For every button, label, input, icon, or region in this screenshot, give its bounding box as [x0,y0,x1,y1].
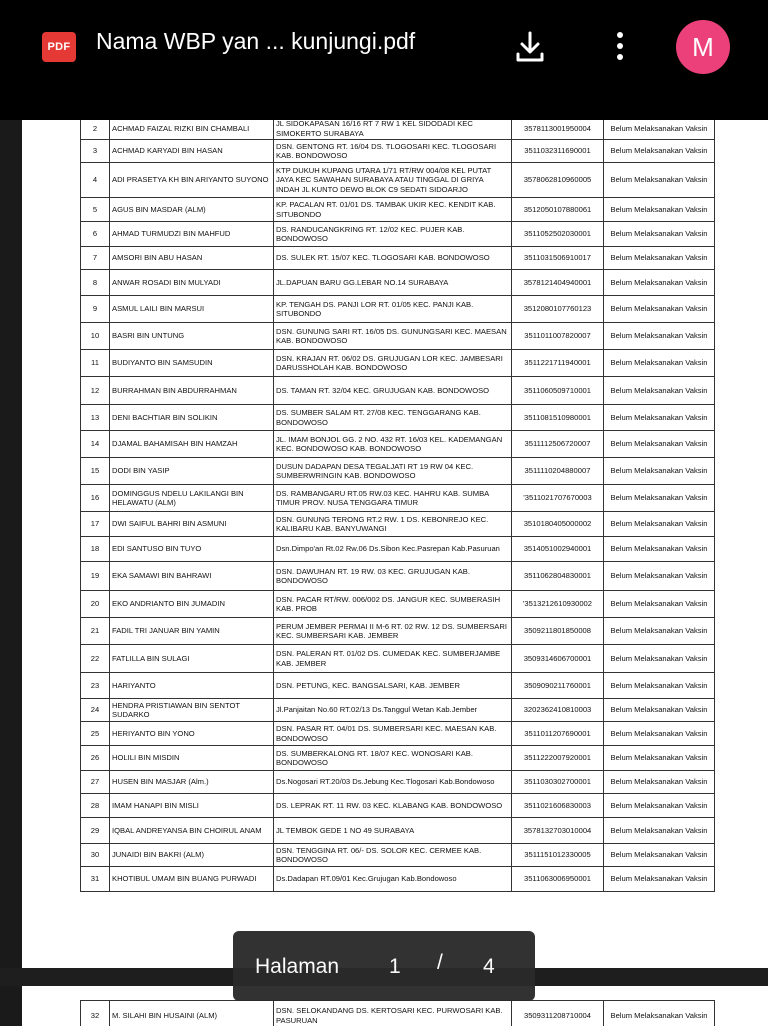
inmate-name: HARIYANTO [110,673,274,699]
vaccination-status: Belum Melaksanakan Vaksin [604,562,715,591]
nik: 3511110204880007 [512,458,604,485]
address: Ds.Nogosari RT.20/03 Ds.Jebung Kec.Tlogosari Kab.Bondowoso [274,771,512,794]
table-row [81,562,715,591]
inmate-name: KHOTIBUL UMAM BIN BUANG PURWADI [110,867,274,892]
address: DSN. PALERAN RT. 01/02 DS. CUMEDAK KEC. SUMBERJAMBE KAB. JEMBER [274,645,512,673]
nik: 3202362410810003 [512,699,604,722]
row-number: 31 [81,867,110,892]
address: DS. SULEK RT. 15/07 KEC. TLOGOSARI KAB. BONDOWOSO [274,247,512,270]
table-row [81,222,715,247]
nik: 3510180405000002 [512,512,604,537]
nik: 3509311208710004 [512,1001,604,1026]
inmate-name: HOLILI BIN MISDIN [110,746,274,771]
row-number: 9 [81,296,110,323]
inmate-name: DOMINGGUS NDELU LAKILANGI BIN HELAWATU (ALM) [110,485,274,512]
vaccination-status: Belum Melaksanakan Vaksin [604,120,715,140]
inmate-name: ACHMAD FAIZAL RIZKI BIN CHAMBALI [110,120,274,140]
table-row [81,198,715,222]
nik: 3578121404940001 [512,270,604,296]
wbp-table [80,120,715,892]
vaccination-status: Belum Melaksanakan Vaksin [604,377,715,405]
row-number: 23 [81,673,110,699]
address: JL SIDOKAPASAN 16/16 RT 7 RW 1 KEL SIDODADI KEC SIMOKERTO SURABAYA [274,120,512,140]
table-row [81,618,715,645]
row-number: 13 [81,405,110,431]
vaccination-status: Belum Melaksanakan Vaksin [604,794,715,818]
row-number: 24 [81,699,110,722]
inmate-name: M. SILAHI BIN HUSAINI (ALM) [110,1001,274,1026]
nik: 3511052502030001 [512,222,604,247]
inmate-name: ANWAR ROSADI BIN MULYADI [110,270,274,296]
page-label: Halaman [255,955,339,979]
nik: 3511151012330005 [512,844,604,867]
vaccination-status: Belum Melaksanakan Vaksin [604,323,715,350]
row-number: 26 [81,746,110,771]
vaccination-status: Belum Melaksanakan Vaksin [604,296,715,323]
vaccination-status: Belum Melaksanakan Vaksin [604,198,715,222]
table-row [81,512,715,537]
vaccination-status: Belum Melaksanakan Vaksin [604,1001,715,1026]
download-button[interactable] [514,30,546,64]
vaccination-status: Belum Melaksanakan Vaksin [604,746,715,771]
nik: 3511030302700001 [512,771,604,794]
inmate-name: DENI BACHTIAR BIN SOLIKIN [110,405,274,431]
more-vert-dot [617,54,623,60]
row-number: 8 [81,270,110,296]
row-number: 14 [81,431,110,458]
nik: 3509314606700001 [512,645,604,673]
inmate-name: BASRI BIN UNTUNG [110,323,274,350]
row-number: 18 [81,537,110,562]
address: JL TEMBOK GEDE 1 NO 49 SURABAYA [274,818,512,844]
vaccination-status: Belum Melaksanakan Vaksin [604,140,715,163]
nik: 3511112506720007 [512,431,604,458]
row-number: 7 [81,247,110,270]
row-number: 17 [81,512,110,537]
address: Jl.Panjaitan No.60 RT.02/13 Ds.Tanggul Wetan Kab.Jember [274,699,512,722]
download-icon [514,30,546,64]
vaccination-status: Belum Melaksanakan Vaksin [604,405,715,431]
table-row [81,537,715,562]
address: DSN. PACAR RT/RW. 006/002 DS. JANGUR KEC. SUMBERASIH KAB. PROB [274,591,512,618]
nik: 3511031506910017 [512,247,604,270]
row-number: 6 [81,222,110,247]
table-row [81,163,715,198]
vaccination-status: Belum Melaksanakan Vaksin [604,673,715,699]
nik: 3511062804830001 [512,562,604,591]
row-number: 30 [81,844,110,867]
address: DUSUN DADAPAN DESA TEGALJATI RT 19 RW 04 KEC. SUMBERWRINGIN KAB. BONDOWOSO [274,458,512,485]
vaccination-status: Belum Melaksanakan Vaksin [604,867,715,892]
address: DS. LEPRAK RT. 11 RW. 03 KEC. KLABANG KAB. BONDOWOSO [274,794,512,818]
table-row [81,405,715,431]
table-row [81,818,715,844]
nik: 3511021606830003 [512,794,604,818]
row-number: 2 [81,120,110,140]
address: KP. PACALAN RT. 01/01 DS. TAMBAK UKIR KEC. KENDIT KAB. SITUBONDO [274,198,512,222]
inmate-name: ADI PRASETYA KH BIN ARIYANTO SUYONO [110,163,274,198]
inmate-name: HERIYANTO BIN YONO [110,722,274,746]
vaccination-status: Belum Melaksanakan Vaksin [604,818,715,844]
inmate-name: FADIL TRI JANUAR BIN YAMIN [110,618,274,645]
address: KTP DUKUH KUPANG UTARA 1/71 RT/RW 004/08 KEL PUTAT JAYA KEC SAWAHAN SURABAYA ATAU TINGGAL DI GRIYA INDAH JL KUNTO DEWO BLOK C9 SEDATI SIDOARJO [274,163,512,198]
address: KP. TENGAH DS. PANJI LOR RT. 01/05 KEC. PANJI KAB. SITUBONDO [274,296,512,323]
table-row [81,645,715,673]
table-row [81,296,715,323]
inmate-name: HENDRA PRISTIAWAN BIN SENTOT SUDARKO [110,699,274,722]
account-avatar[interactable]: M [676,20,730,74]
inmate-name: DODI BIN YASIP [110,458,274,485]
inmate-name: AHMAD TURMUDZI BIN MAHFUD [110,222,274,247]
address: PERUM JEMBER PERMAI II M-6 RT. 02 RW. 12 DS. SUMBERSARI KEC. SUMBERSARI KAB. JEMBER [274,618,512,645]
inmate-name: DJAMAL BAHAMISAH BIN HAMZAH [110,431,274,458]
page-indicator [233,931,535,1001]
row-number: 15 [81,458,110,485]
nik: 3511081510980001 [512,405,604,431]
inmate-name: HUSEN BIN MASJAR (Alm.) [110,771,274,794]
address: DSN. GENTONG RT. 16/04 DS. TLOGOSARI KEC. TLOGOSARI KAB. BONDOWOSO [274,140,512,163]
table-row [81,844,715,867]
inmate-name: ASMUL LAILI BIN MARSUI [110,296,274,323]
table-row [81,591,715,618]
table-row [81,485,715,512]
vaccination-status: Belum Melaksanakan Vaksin [604,844,715,867]
row-number: 11 [81,350,110,377]
current-page: 1 [389,955,401,979]
nik: 3578132703010004 [512,818,604,844]
vaccination-status: Belum Melaksanakan Vaksin [604,222,715,247]
address: JL.DAPUAN BARU GG.LEBAR NO.14 SURABAYA [274,270,512,296]
nik: 3511060509710001 [512,377,604,405]
row-number: 20 [81,591,110,618]
row-number: 22 [81,645,110,673]
address: DSN. DAWUHAN RT. 19 RW. 03 KEC. GRUJUGAN KAB. BONDOWOSO [274,562,512,591]
nik: 3511011207690001 [512,722,604,746]
table-row [81,673,715,699]
table-row [81,771,715,794]
vaccination-status: Belum Melaksanakan Vaksin [604,771,715,794]
row-number: 21 [81,618,110,645]
table-row [81,746,715,771]
address: DS. TAMAN RT. 32/04 KEC. GRUJUGAN KAB. BONDOWOSO [274,377,512,405]
table-row [81,867,715,892]
nik: 3511063006950001 [512,867,604,892]
table-row [81,377,715,405]
app-bar [0,0,768,120]
pdf-file-icon: PDF [42,32,76,62]
row-number: 3 [81,140,110,163]
row-number: 12 [81,377,110,405]
inmate-name: DWI SAIFUL BAHRI BIN ASMUNI [110,512,274,537]
table-row [81,699,715,722]
address: DS. SUMBERKALONG RT. 18/07 KEC. WONOSARI KAB. BONDOWOSO [274,746,512,771]
address: DSN. PASAR RT. 04/01 DS. SUMBERSARI KEC. MAESAN KAB. BONDOWOSO [274,722,512,746]
address: DSN. TENGGINA RT. 06/- DS. SOLOR KEC. CERMEE KAB. BONDOWOSO [274,844,512,867]
table-row [81,140,715,163]
table-row [81,458,715,485]
address: DS. RANDUCANGKRING RT. 12/02 KEC. PUJER KAB. BONDOWOSO [274,222,512,247]
inmate-name: AMSORI BIN ABU HASAN [110,247,274,270]
row-number: 4 [81,163,110,198]
inmate-name: BUDIYANTO BIN SAMSUDIN [110,350,274,377]
address: DSN. GUNUNG SARI RT. 16/05 DS. GUNUNGSARI KEC. MAESAN KAB. BONDOWOSO [274,323,512,350]
inmate-name: ACHMAD KARYADI BIN HASAN [110,140,274,163]
address: Ds.Dadapan RT.09/01 Kec.Grujugan Kab.Bondowoso [274,867,512,892]
table-row [81,722,715,746]
nik: 3512050107880061 [512,198,604,222]
address: JL. IMAM BONJOL GG. 2 NO. 432 RT. 16/03 KEL. KADEMANGAN KEC. BONDOWOSO KAB. BONDOWOSO [274,431,512,458]
row-number: 32 [81,1001,110,1026]
nik: 3511222007920001 [512,746,604,771]
inmate-name: EKO ANDRIANTO BIN JUMADIN [110,591,274,618]
vaccination-status: Belum Melaksanakan Vaksin [604,458,715,485]
page-separator: / [437,951,443,975]
nik: 3511032311690001 [512,140,604,163]
vaccination-status: Belum Melaksanakan Vaksin [604,618,715,645]
row-number: 28 [81,794,110,818]
inmate-name: AGUS BIN MASDAR (ALM) [110,198,274,222]
table-row [81,120,715,140]
nik: 3511011007820007 [512,323,604,350]
inmate-name: JUNAIDI BIN BAKRI (ALM) [110,844,274,867]
row-number: 5 [81,198,110,222]
table-row [81,350,715,377]
total-pages: 4 [483,955,495,979]
vaccination-status: Belum Melaksanakan Vaksin [604,722,715,746]
inmate-name: BURRAHMAN BIN ABDURRAHMAN [110,377,274,405]
address: DSN. GUNUNG TERONG RT.2 RW. 1 DS. KEBONREJO KEC. KALIBARU KAB. BANYUWANGI [274,512,512,537]
document-title: Nama WBP yan ... kunjungi.pdf [96,28,415,55]
nik: 3511221711940001 [512,350,604,377]
nik: 3514051002940001 [512,537,604,562]
address: DS. RAMBANGARU RT.05 RW.03 KEC. HAHRU KAB. SUMBA TIMUR PROV. NUSA TENGGARA TIMUR [274,485,512,512]
inmate-name: EKA SAMAWI BIN BAHRAWI [110,562,274,591]
table-row [81,431,715,458]
table-row [81,270,715,296]
row-number: 19 [81,562,110,591]
table-row [81,1001,715,1026]
inmate-name: IMAM HANAPI BIN MISLI [110,794,274,818]
nik: '3511021707670003 [512,485,604,512]
vaccination-status: Belum Melaksanakan Vaksin [604,431,715,458]
vaccination-status: Belum Melaksanakan Vaksin [604,591,715,618]
address: DSN. PETUNG, KEC. BANGSALSARI, KAB. JEMBER [274,673,512,699]
wbp-table-page-2 [80,1000,715,1026]
address: DSN. SELOKANDANG DS. KERTOSARI KEC. PURWOSARI KAB. PASURUAN [274,1001,512,1026]
pdf-page-1 [22,120,768,968]
more-vert-dot [617,43,623,49]
inmate-name: EDI SANTUSO BIN TUYO [110,537,274,562]
vaccination-status: Belum Melaksanakan Vaksin [604,512,715,537]
vaccination-status: Belum Melaksanakan Vaksin [604,163,715,198]
vaccination-status: Belum Melaksanakan Vaksin [604,699,715,722]
nik: 3578062810960005 [512,163,604,198]
vaccination-status: Belum Melaksanakan Vaksin [604,350,715,377]
row-number: 27 [81,771,110,794]
row-number: 29 [81,818,110,844]
nik: 3578113001950004 [512,120,604,140]
nik: 3512080107760123 [512,296,604,323]
row-number: 16 [81,485,110,512]
table-row [81,247,715,270]
row-number: 10 [81,323,110,350]
address: DSN. KRAJAN RT. 06/02 DS. GRUJUGAN LOR KEC. JAMBESARI DARUSSHOLAH KAB. BONDOWOSO [274,350,512,377]
vaccination-status: Belum Melaksanakan Vaksin [604,537,715,562]
row-number: 25 [81,722,110,746]
nik: 3509090211760001 [512,673,604,699]
vaccination-status: Belum Melaksanakan Vaksin [604,645,715,673]
nik: '3513212610930002 [512,591,604,618]
more-vert-icon [617,32,623,38]
inmate-name: IQBAL ANDREYANSA BIN CHOIRUL ANAM [110,818,274,844]
address: Dsn.Dimpo'an Rt.02 Rw.06 Ds.Sibon Kec.Pasrepan Kab.Pasuruan [274,537,512,562]
table-row [81,794,715,818]
address: DS. SUMBER SALAM RT. 27/08 KEC. TENGGARANG KAB. BONDOWOSO [274,405,512,431]
nik: 3509211801850008 [512,618,604,645]
inmate-name: FATLILLA BIN SULAGI [110,645,274,673]
vaccination-status: Belum Melaksanakan Vaksin [604,270,715,296]
vaccination-status: Belum Melaksanakan Vaksin [604,485,715,512]
table-row [81,323,715,350]
more-options-button[interactable] [608,28,632,64]
vaccination-status: Belum Melaksanakan Vaksin [604,247,715,270]
